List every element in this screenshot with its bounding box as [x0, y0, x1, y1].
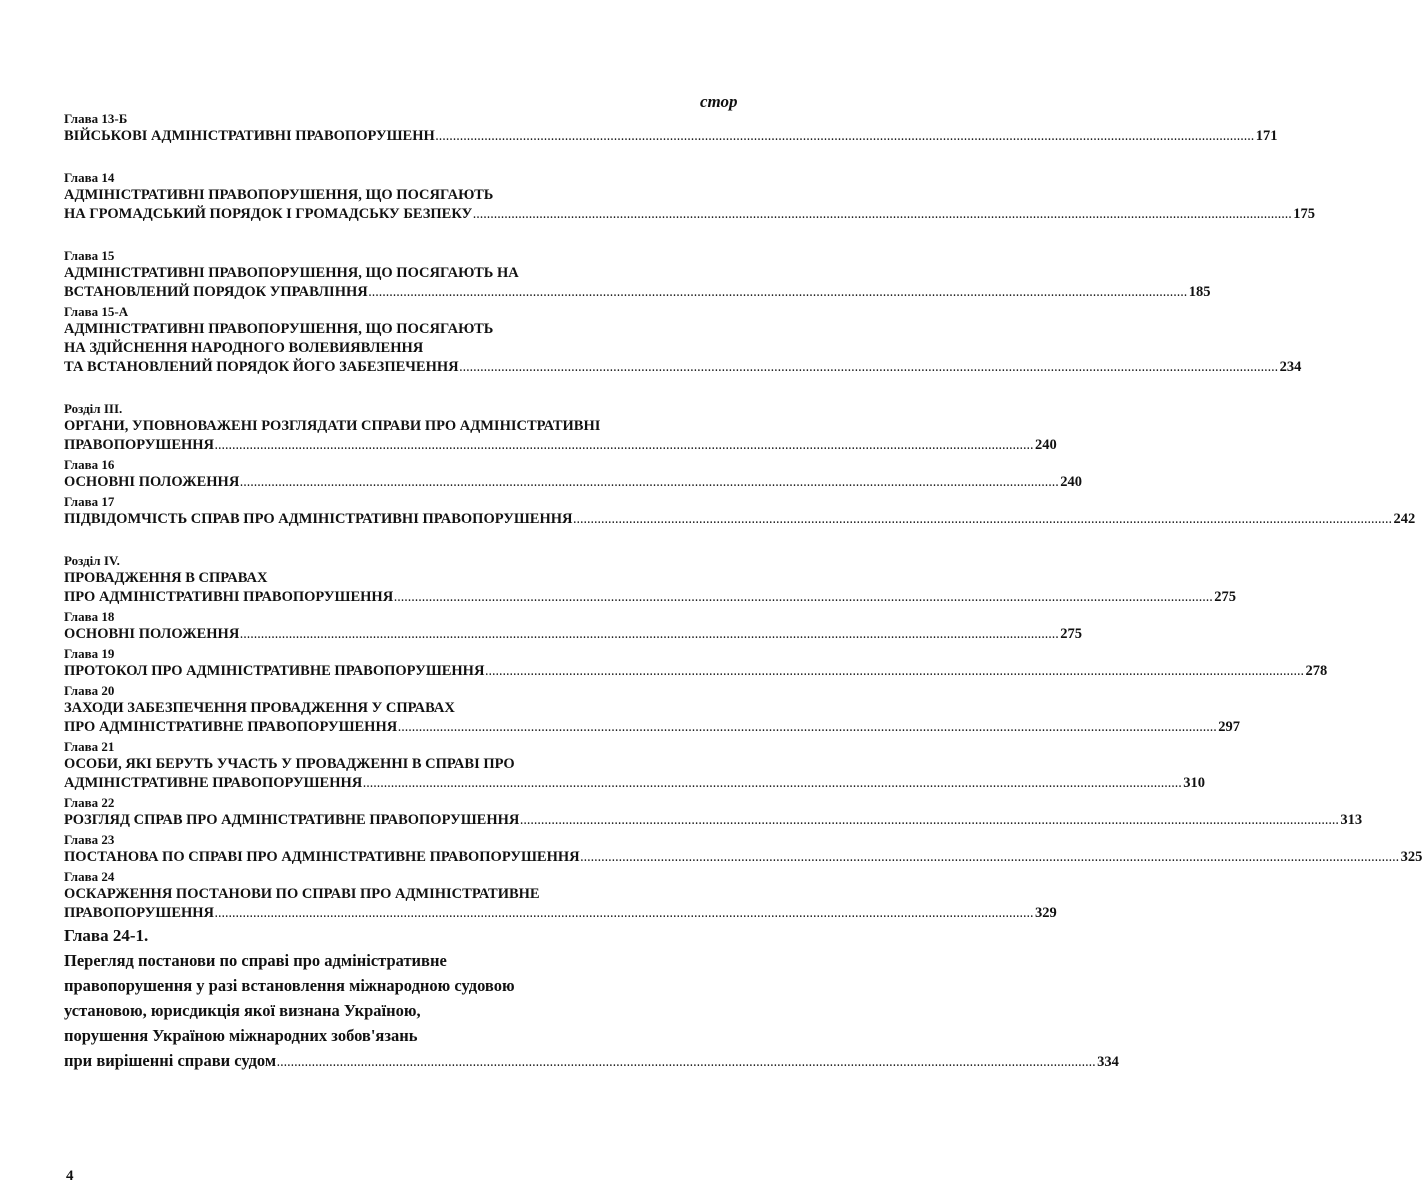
- page-ref: 234: [1279, 359, 1302, 375]
- page-ref: 275: [1214, 589, 1236, 605]
- chapter-title-line: АДМІНІСТРАТИВНІ ПРАВОПОРУШЕННЯ, ЩО ПОСЯГАЮТЬ НА: [64, 265, 519, 281]
- chapter-label: Глава 23: [64, 832, 115, 847]
- toc-entry-ch19: [64, 645, 1328, 682]
- toc-line-last: [64, 904, 1057, 924]
- page-ref: 240: [1060, 474, 1083, 490]
- toc-entry-ch24: [64, 868, 1057, 924]
- dot-leader: ..........................................................................................................................................................................................................................................: [459, 363, 1279, 374]
- toc-entry-section-4: [64, 552, 1236, 608]
- chapter-title: ВІЙСЬКОВІ АДМІНІСТРАТИВНІ ПРАВОПОРУШЕНН: [64, 128, 435, 144]
- toc-line-last: [64, 436, 1057, 456]
- chapter-label: Глава 24: [64, 869, 115, 884]
- dot-leader: ..........................................................................................................................................................................................................................................: [240, 478, 1060, 489]
- section-label: Розділ III.: [64, 401, 123, 416]
- chapter-title-line: правопорушення у разі встановлення міжнародною судовою: [64, 976, 515, 995]
- chapter-title-line: установою, юрисдикція якої визнана Україною,: [64, 1001, 421, 1020]
- dot-leader: ..........................................................................................................................................................................................................................................: [277, 1058, 1097, 1069]
- dot-leader: ..........................................................................................................................................................................................................................................: [394, 593, 1214, 604]
- chapter-title-line: порушення Україною міжнародних зобов'язань: [64, 1026, 418, 1045]
- page-ref: 325: [1400, 849, 1422, 865]
- chapter-title: ПРО АДМІНІСТРАТИВНЕ ПРАВОПОРУШЕННЯ: [64, 719, 398, 735]
- chapter-title: НА ГРОМАДСЬКИЙ ПОРЯДОК І ГРОМАДСЬКУ БЕЗПЕКУ: [64, 206, 473, 222]
- toc-line-last: [64, 811, 1363, 831]
- section-title-line: ПРОВАДЖЕННЯ В СПРАВАХ: [64, 570, 268, 586]
- page-ref: 240: [1035, 437, 1057, 453]
- dot-leader: ..........................................................................................................................................................................................................................................: [573, 515, 1393, 526]
- section-label: Розділ IV.: [64, 553, 120, 568]
- section-title-line: ОРГАНИ, УПОВНОВАЖЕНІ РОЗГЛЯДАТИ СПРАВИ ПРО АДМІНІСТРАТИВНІ: [64, 418, 601, 434]
- chapter-title: ПРОТОКОЛ ПРО АДМІНІСТРАТИВНЕ ПРАВОПОРУШЕННЯ: [64, 663, 485, 679]
- toc-line-last: [64, 283, 1211, 303]
- chapter-title: ВСТАНОВЛЕНИЙ ПОРЯДОК УПРАВЛІННЯ: [64, 284, 368, 300]
- page-ref: 313: [1340, 812, 1363, 828]
- toc-line-last: [64, 510, 1416, 530]
- toc-line-last: [64, 127, 1278, 147]
- dot-leader: ..........................................................................................................................................................................................................................................: [435, 132, 1255, 143]
- toc-line-last: [64, 588, 1236, 608]
- chapter-title: РОЗГЛЯД СПРАВ ПРО АДМІНІСТРАТИВНЕ ПРАВОПОРУШЕННЯ: [64, 812, 520, 828]
- chapter-label: Глава 19: [64, 646, 115, 661]
- chapter-label: Глава 22: [64, 795, 115, 810]
- toc-entry-ch17: [64, 493, 1416, 530]
- chapter-title-line: АДМІНІСТРАТИВНІ ПРАВОПОРУШЕННЯ, ЩО ПОСЯГАЮТЬ: [64, 321, 494, 337]
- chapter-title: при вирішенні справи судом: [64, 1051, 277, 1070]
- toc-line-last: [64, 718, 1240, 738]
- page-ref: 297: [1218, 719, 1240, 735]
- page-ref: 329: [1035, 905, 1057, 921]
- toc-entry-ch21: [64, 738, 1206, 794]
- chapter-label: Глава 16: [64, 457, 115, 472]
- dot-leader: ..........................................................................................................................................................................................................................................: [473, 210, 1293, 221]
- chapter-label: Глава 24-1.: [64, 926, 149, 945]
- toc-entry-ch24-1: [64, 924, 1119, 1076]
- chapter-title-line: НА ЗДІЙСНЕННЯ НАРОДНОГО ВОЛЕВИЯВЛЕННЯ: [64, 340, 424, 356]
- toc-line-last: [64, 625, 1083, 645]
- chapter-title: ТА ВСТАНОВЛЕНИЙ ПОРЯДОК ЙОГО ЗАБЕЗПЕЧЕННЯ: [64, 359, 459, 375]
- page-column-label: стор: [700, 92, 738, 111]
- chapter-label: Глава 20: [64, 683, 115, 698]
- toc-entry-ch20: [64, 682, 1240, 738]
- toc-line-last: [64, 662, 1328, 682]
- page-ref: 171: [1255, 128, 1278, 144]
- chapter-title-line: АДМІНІСТРАТИВНІ ПРАВОПОРУШЕННЯ, ЩО ПОСЯГАЮТЬ: [64, 187, 494, 203]
- chapter-title-line: Перегляд постанови по справі про адміністративне: [64, 951, 447, 970]
- toc-entry-ch22: [64, 794, 1363, 831]
- page-ref: 175: [1293, 206, 1315, 222]
- dot-leader: ..........................................................................................................................................................................................................................................: [363, 779, 1183, 790]
- dot-leader: ..........................................................................................................................................................................................................................................: [240, 630, 1060, 641]
- page-ref: 275: [1060, 626, 1083, 642]
- dot-leader: ..........................................................................................................................................................................................................................................: [368, 288, 1188, 299]
- chapter-label: Глава 18: [64, 609, 115, 624]
- section-title: ПРО АДМІНІСТРАТИВНІ ПРАВОПОРУШЕННЯ: [64, 589, 394, 605]
- chapter-label: Глава 15: [64, 248, 115, 263]
- chapter-title-line: ЗАХОДИ ЗАБЕЗПЕЧЕННЯ ПРОВАДЖЕННЯ У СПРАВАХ: [64, 700, 455, 716]
- dot-leader: ..........................................................................................................................................................................................................................................: [215, 909, 1035, 920]
- toc-line-last: [64, 848, 1422, 868]
- chapter-label: Глава 15-А: [64, 304, 129, 319]
- page-ref: 278: [1305, 663, 1328, 679]
- chapter-title: ОСНОВНІ ПОЛОЖЕННЯ: [64, 626, 240, 642]
- toc-entry-section-3: [64, 400, 1057, 456]
- chapter-label: Глава 13-Б: [64, 111, 128, 126]
- chapter-title: ПІДВІДОМЧІСТЬ СПРАВ ПРО АДМІНІСТРАТИВНІ ПРАВОПОРУШЕННЯ: [64, 511, 573, 527]
- page-ref: 310: [1183, 775, 1206, 791]
- chapter-title: ОСНОВНІ ПОЛОЖЕННЯ: [64, 474, 240, 490]
- toc-entry-ch18: [64, 608, 1083, 645]
- toc-entry-ch16: [64, 456, 1083, 493]
- page-number: 4: [66, 1168, 74, 1184]
- dot-leader: ..........................................................................................................................................................................................................................................: [580, 853, 1400, 864]
- toc-entry-ch14: [64, 169, 1315, 225]
- toc-line-last: [64, 358, 1302, 378]
- toc-entry-ch15a: [64, 303, 1302, 378]
- dot-leader: ..........................................................................................................................................................................................................................................: [215, 441, 1035, 452]
- toc-line-last: [64, 473, 1083, 493]
- toc-line-last: [64, 205, 1315, 225]
- toc-entry-ch13b: [64, 110, 1278, 147]
- dot-leader: ..........................................................................................................................................................................................................................................: [520, 816, 1340, 827]
- section-title: ПРАВОПОРУШЕННЯ: [64, 437, 215, 453]
- table-of-contents: [64, 110, 1422, 1076]
- chapter-label: Глава 14: [64, 170, 115, 185]
- dot-leader: ..........................................................................................................................................................................................................................................: [485, 667, 1305, 678]
- page-ref: 334: [1097, 1054, 1119, 1070]
- dot-leader: ..........................................................................................................................................................................................................................................: [398, 723, 1218, 734]
- toc-line-last: [64, 774, 1206, 794]
- chapter-title: ПРАВОПОРУШЕННЯ: [64, 905, 215, 921]
- toc-entry-ch23: [64, 831, 1422, 868]
- chapter-title: ПОСТАНОВА ПО СПРАВІ ПРО АДМІНІСТРАТИВНЕ ПРАВОПОРУШЕННЯ: [64, 849, 580, 865]
- chapter-label: Глава 21: [64, 739, 115, 754]
- chapter-title-line: ОСКАРЖЕННЯ ПОСТАНОВИ ПО СПРАВІ ПРО АДМІНІСТРАТИВНЕ: [64, 886, 540, 902]
- toc-line-last: [64, 1048, 1119, 1076]
- page-ref: 185: [1188, 284, 1211, 300]
- toc-entry-ch15: [64, 247, 1211, 303]
- chapter-title: АДМІНІСТРАТИВНЕ ПРАВОПОРУШЕННЯ: [64, 775, 363, 791]
- chapter-label: Глава 17: [64, 494, 115, 509]
- chapter-title-line: ОСОБИ, ЯКІ БЕРУТЬ УЧАСТЬ У ПРОВАДЖЕННІ В СПРАВІ ПРО: [64, 756, 515, 772]
- page-ref: 242: [1393, 511, 1416, 527]
